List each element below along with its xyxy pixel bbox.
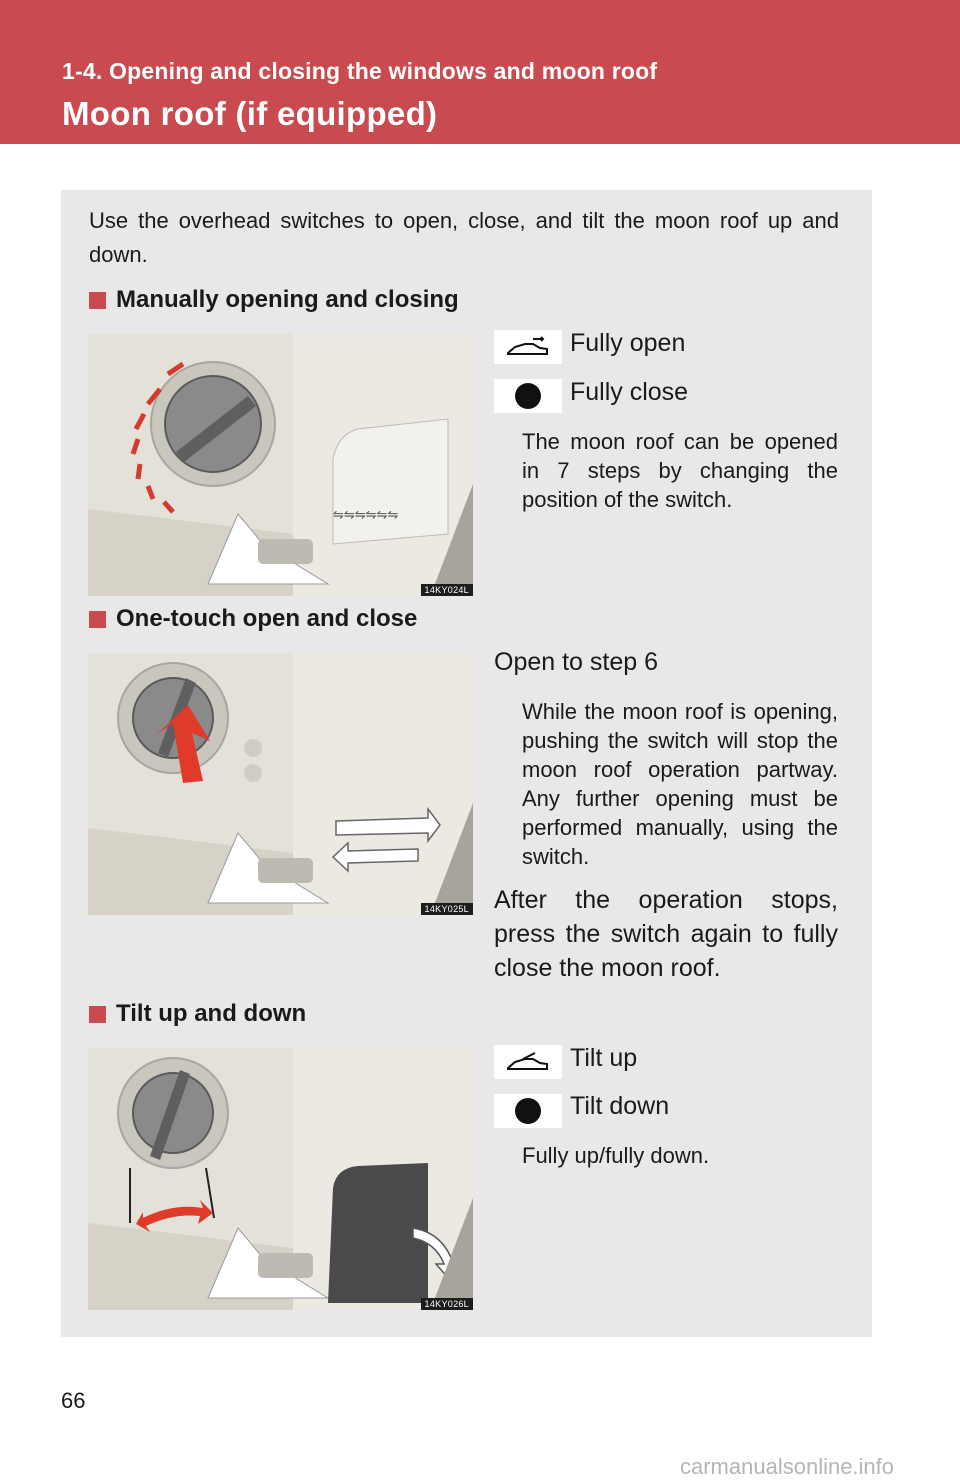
svg-text:⇋⇋⇋⇋⇋⇋: ⇋⇋⇋⇋⇋⇋ (333, 508, 399, 523)
onetouch-subheading: Open to step 6 (494, 648, 659, 676)
section-heading-onetouch (89, 605, 417, 633)
figure-onetouch-switch (88, 653, 473, 915)
section-heading-manual (89, 286, 459, 314)
tilt-note: Fully up/fully down. (522, 1143, 710, 1168)
page-title: Moon roof (if equipped) (62, 95, 438, 132)
roof-open-icon (494, 330, 562, 364)
bullet-square-icon (89, 292, 106, 309)
intro-text: Use the overhead switches to open, close, and tilt the moon roof up and down. (89, 208, 839, 267)
page-number: 66 (61, 1388, 86, 1413)
section-heading-label: Tilt up and down (116, 1000, 307, 1027)
icon-label-fully-close: Fully close (570, 378, 689, 406)
section-heading-label: One-touch open and close (116, 605, 418, 632)
filled-circle-icon (494, 379, 562, 413)
icon-label-fully-open: Fully open (570, 329, 686, 357)
bullet-square-icon (89, 1006, 106, 1023)
page-header (0, 0, 960, 144)
onetouch-note: While the moon roof is opening, pushing the switch will stop the moon roof operation partway. Any further opening must be performed manually, using the switch. (522, 699, 838, 869)
filled-circle-icon (494, 1094, 562, 1128)
section-heading-label: Manually opening and closing (116, 286, 459, 313)
section-title: 1-4. Opening and closing the windows and moon roof (62, 58, 658, 84)
icon-label-tilt-down: Tilt down (570, 1092, 670, 1120)
bullet-square-icon (89, 611, 106, 628)
figure-code: 14KY024L (421, 584, 473, 596)
watermark: carmanualsonline.info (680, 1454, 895, 1479)
section-heading-tilt (89, 1000, 306, 1028)
figure-tilt-switch (88, 1048, 473, 1310)
roof-tilt-icon (494, 1045, 562, 1079)
figure-code: 14KY026L (421, 1298, 473, 1310)
figure-code: 14KY025L (421, 903, 473, 915)
manual-note: The moon roof can be opened in 7 steps by changing the position of the switch. (522, 429, 838, 512)
onetouch-after-text: After the operation stops, press the switch again to fully close the moon roof. (494, 886, 838, 982)
icon-label-tilt-up: Tilt up (570, 1044, 638, 1072)
figure-manual-switch (88, 334, 473, 596)
